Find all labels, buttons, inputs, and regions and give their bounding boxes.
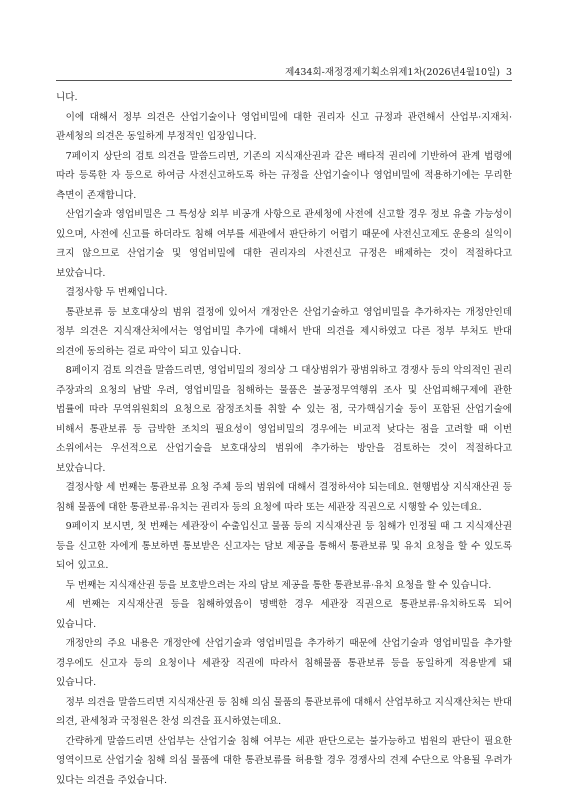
page-header [56, 64, 512, 78]
header-divider [56, 80, 512, 81]
page-number: 3 [505, 67, 512, 78]
paragraph: 세 번째는 지식재산권 등을 침해하였음이 명백한 경우 세관장 직권으로 통관보류·유치하도록 되어 있습니다. [56, 599, 512, 630]
paragraph: 7페이지 상단의 검토 의견을 말씀드리면, 기존의 지식재산권과 같은 배타적 권리에 기반하여 관계 법령에 따라 등록한 자 등으로 하여금 사전신고하도록 하는 규정을 산업기술이나 영업비밀에 적용하기에는 무리한 측면이 존재합니다. [56, 150, 512, 201]
document-body [56, 88, 512, 790]
paragraph: 정부 의견을 말씀드리면 지식재산권 등 침해 의심 물품의 통관보류에 대해서 산업부하고 지식재산처는 반대 의견, 관세청과 국정원은 찬성 의견을 표시하였는데요. [56, 696, 512, 727]
paragraph: 9페이지 보시면, 첫 번째는 세관장이 수출입신고 물품 등의 지식재산권 등 침해가 인정될 때 그 지식재산권 등을 신고한 자에게 통보하면 통보받은 신고자는 담보 제공을 통해서 통관보류 및 유치 요청을 할 수 있도록 되어 있고요. [56, 521, 512, 571]
paragraph: 통관보류 등 보호대상의 범위 결정에 있어서 개정안은 산업기술하고 영업비밀을 추가하자는 개정안인데 정부 의견은 지식재산처에서는 영업비밀 추가에 대해서 반대 의견을 제시하였고 다른 정부 부처도 반대 의견에 동의하는 걸로 파악이 되고 있습니다. [56, 306, 512, 357]
paragraph: 간략하게 말씀드리면 산업부는 산업기술 침해 여부는 세관 판단으로는 불가능하고 법원의 판단이 필요한 영역이므로 산업기술 침해 의심 물품에 대한 통관보류를 허용할 경우 경쟁사의 견제 수단으로 악용될 우려가 있다는 의견을 주었습니다. [56, 735, 512, 786]
paragraph: 니다. [56, 92, 78, 103]
paragraph: 8페이지 검토 의견을 말씀드리면, 영업비밀의 정의상 그 대상범위가 광범위하고 경쟁사 등의 악의적인 권리 주장과의 요청의 남발 우려, 영업비밀을 침해하는 물품은 불공정무역행위 조사 및 산업피해구제에 관한 법률에 따라 무역위원회의 요청으로 잠정조치를 취할 수 있는 점, 국가핵심기술 등이 포함된 산업기술에 비해서 통관보류 등 급박한 조치의 필요성이 영업비밀의 경우에는 비교적 낮다는 점을 고려할 때 이번 소위에서는 우선적으로 산업기술을 보호대상의 범위에 추가하는 방안을 검토하는 것이 적절하다고 보았습니다. [56, 365, 512, 474]
paragraph: 두 번째는 지식재산권 등을 보호받으려는 자의 담보 제공을 통한 통관보류·유치 요청을 할 수 있습니다. [65, 579, 492, 591]
paragraph: 이에 대해서 정부 의견은 산업기술이나 영업비밀에 대한 권리자 신고 규정과 관련해서 산업부·지재처·관세청의 의견은 동일하게 부정적인 입장입니다. [56, 111, 512, 142]
paragraph: 결정사항 세 번째는 통관보류 요청 주체 등의 범위에 대해서 결정하셔야 되는데요. 현행법상 지식재산권 등 침해 물품에 대한 통관보류·유치는 권리자 등의 요청에 따라 또는 세관장 직권으로 시행할 수 있는데요. [56, 482, 512, 513]
header-title: 제434회-재정경제기획소위제1차(2026년4월10일) [285, 67, 500, 78]
paragraph: 산업기술과 영업비밀은 그 특성상 외부 비공개 사항으로 관세청에 사전에 신고할 경우 정보 유출 가능성이 있으며, 사전에 신고를 하더라도 침해 여부를 세관에서 판단하기 어렵기 때문에 사전신고제도 운용의 실익이 크지 않으므로 산업기술 및 영업비밀에 대한 권리자의 사전신고 규정은 배제하는 것이 적절하다고 보았습니다. [56, 209, 512, 279]
paragraph: 결정사항 두 번째입니다. [65, 287, 168, 298]
paragraph: 개정안의 주요 내용은 개정안에 산업기술과 영업비밀을 추가하기 때문에 산업기술과 영업비밀을 추가할 경우에도 신고자 등의 요청이나 세관장 직권에 따라서 침해물품 통관보류 등을 동일하게 적용받게 돼 있습니다. [56, 638, 512, 688]
